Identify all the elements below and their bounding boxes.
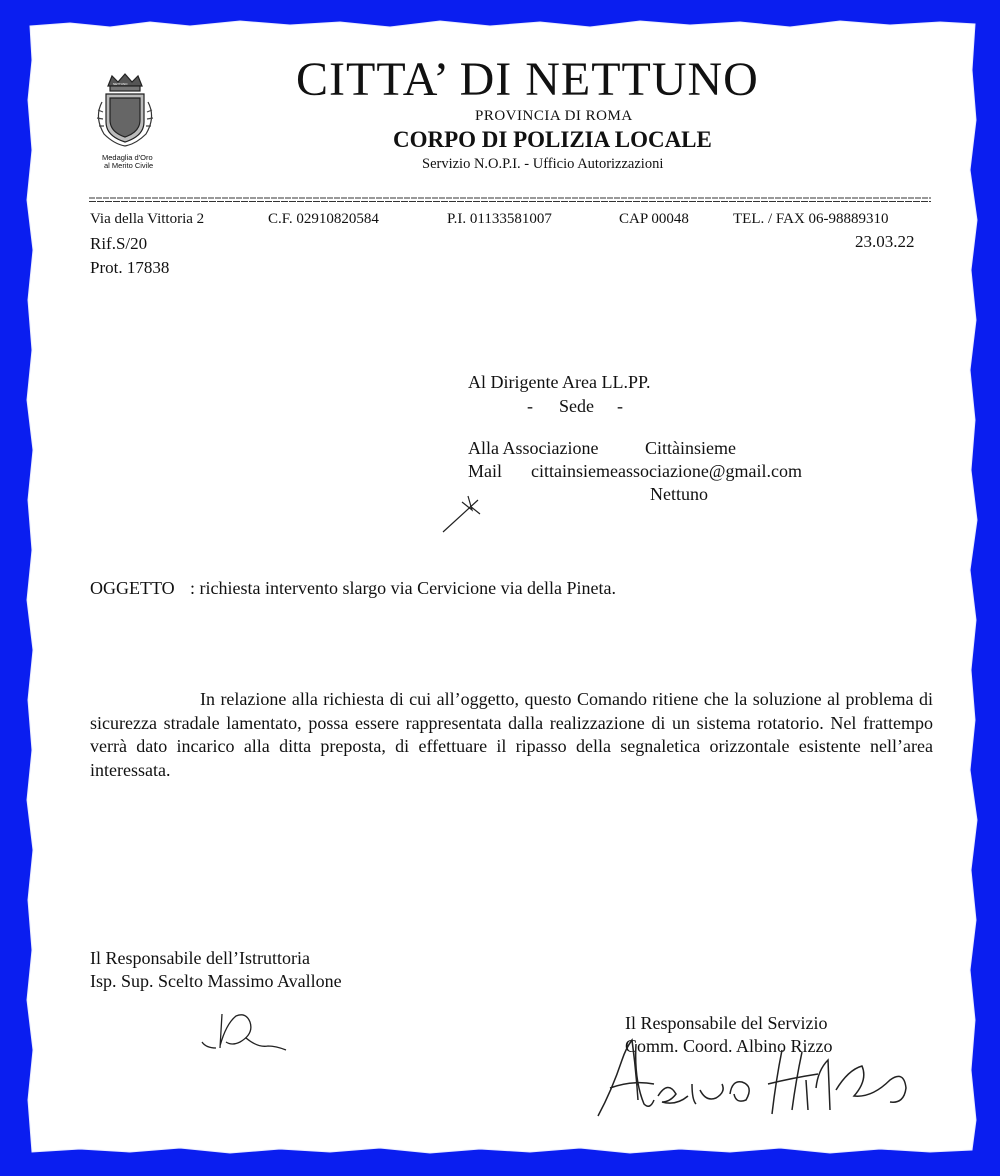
- subject-text: : richiesta intervento slargo via Cervicione via della Pineta.: [190, 578, 617, 598]
- recipient-1-line-1: Al Dirigente Area LL.PP.: [468, 372, 651, 392]
- right-handwritten-signature: [592, 1030, 917, 1120]
- recipient-2-mail: cittainsiemeassociazione@gmail.com: [531, 461, 802, 481]
- crest-caption-line-1: Medaglia d'Oro: [102, 153, 153, 162]
- crest-crown-text: NETTUNO: [113, 82, 128, 86]
- left-signatory-role: Il Responsabile dell’Istruttoria: [90, 948, 310, 968]
- recipient-2-line-1b: Cittàinsieme: [645, 438, 736, 458]
- recipient-2-line-1a: Alla Associazione: [468, 438, 599, 458]
- right-signatory-name: Comm. Coord. Albino Rizzo: [625, 1036, 833, 1056]
- handwritten-arrow-mark: [440, 492, 485, 534]
- header-divider: [89, 196, 931, 204]
- reference-number: Rif.S/20: [90, 234, 148, 253]
- address: Via della Vittoria 2: [90, 211, 205, 227]
- body-paragraph: In relazione alla richiesta di cui all’oggetto, questo Comando ritiene che la soluzione al problema di sicurezza stradale lamentato, possa essere rappresentata dalla realizzazione di un sistema rotatorio. Nel frattempo verrà dato incarico alla ditta preposta, di effettuare il ripasso della segnaletica orizzontale esistente nell’area interessata.: [90, 689, 933, 780]
- right-signatory-role: Il Responsabile del Servizio: [625, 1013, 828, 1033]
- crest-caption-line-2: al Merito Civile: [104, 161, 154, 170]
- corps-name: CORPO DI POLIZIA LOCALE: [393, 127, 712, 152]
- fiscal-code: C.F. 02910820584: [268, 211, 379, 227]
- service-line: Servizio N.O.P.I. - Ufficio Autorizzazioni: [422, 156, 664, 172]
- recipient-1-dash-right: -: [617, 396, 623, 416]
- vat-number: P.I. 01133581007: [447, 211, 552, 227]
- subject-label: OGGETTO: [90, 578, 175, 598]
- city-title: CITTA’ DI NETTUNO: [296, 53, 759, 106]
- telephone-fax: TEL. / FAX 06-98889310: [733, 211, 889, 227]
- protocol-number: Prot. 17838: [90, 258, 170, 277]
- left-signatory-name: Isp. Sup. Scelto Massimo Avallone: [90, 971, 342, 991]
- document-date: 23.03.22: [855, 232, 915, 251]
- recipient-1-dash-left: -: [527, 396, 533, 416]
- recipient-2-mail-label: Mail: [468, 461, 502, 481]
- left-handwritten-signature: [196, 1008, 288, 1056]
- recipient-2-city: Nettuno: [650, 484, 708, 504]
- postal-code: CAP 00048: [619, 211, 689, 227]
- province-line: PROVINCIA DI ROMA: [475, 108, 633, 124]
- recipient-1-line-2: Sede: [559, 396, 594, 416]
